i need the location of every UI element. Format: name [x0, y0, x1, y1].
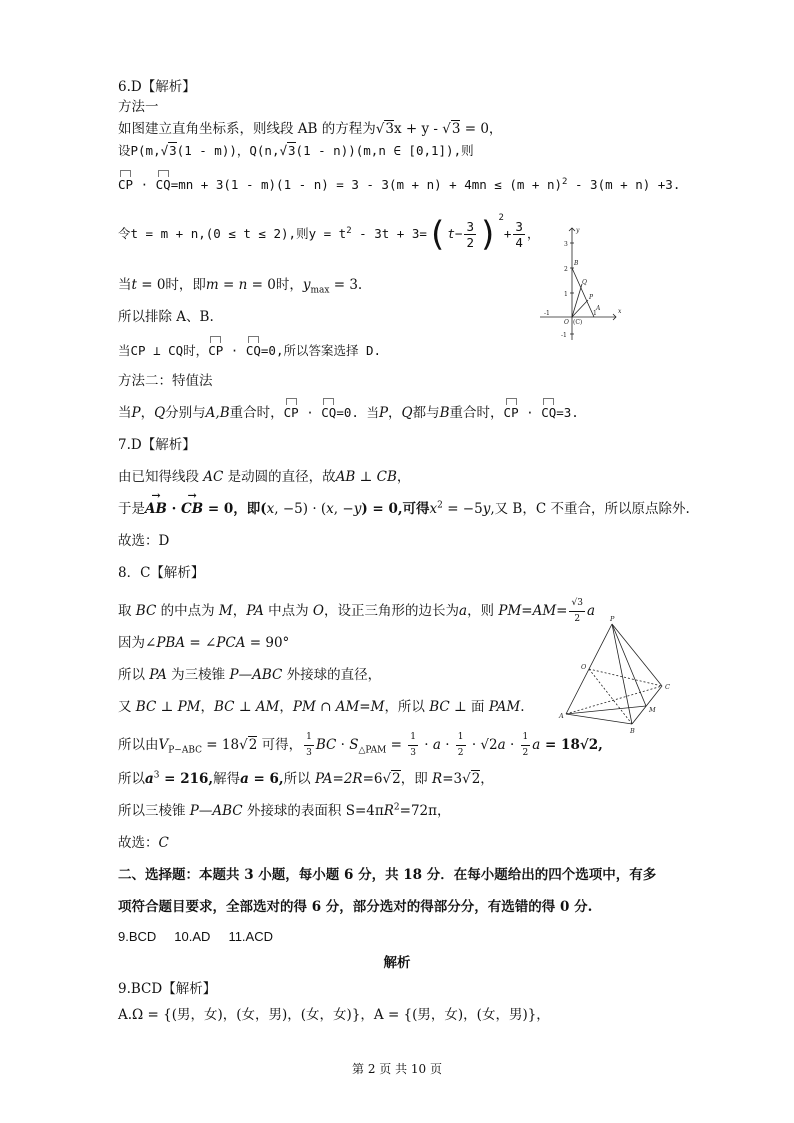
q6-max-value: 当t = 0时，即m = n = 0时，$y_{max} = 3$.	[118, 277, 363, 296]
q8-line-3: 所以 PA 为三棱锥 P—ABC 外接球的直径，	[118, 667, 382, 683]
point-p-label: P	[589, 294, 594, 301]
xtick-1: 1	[593, 310, 597, 317]
edge-pc	[612, 624, 662, 686]
vertex-p-label: P	[610, 615, 615, 623]
point-c-label: (C)	[573, 319, 583, 326]
section2-answers: 9.BCD 10.AD 11.ACD	[118, 929, 273, 944]
q6-method2-label: 方法二：特值法	[118, 373, 213, 389]
vertex-c-label: C	[665, 683, 670, 691]
edge-am	[566, 706, 646, 714]
edge-pm	[612, 624, 646, 706]
section2-instructions-1: 二、选择题：本题共 3 小题，每小题 6 分，共 18 分．在每小题给出的四个选项中，有多	[118, 867, 657, 883]
q8-line-7: 所以三棱锥 P—ABC 外接球的表面积 $S=4\pi R^2=72\pi$，	[118, 802, 451, 819]
q8-line-5: 所以由$V_{P-ABC} = 18√2$ 可得， $\frac{1}{3}$ BC · $S_{\triangle PAM}$ = $\frac{1}{3}$ · a · $\frac{1}{2}$ · √2a · $\frac{1}{2}$ a = 18√2,	[118, 732, 603, 758]
q6-substitution: 令t = m + n,(0 ≤ t ≤ 2),则$y = t^2 - 3t + 3=(t-$ $\frac{3}{2}$ )$^2$+ $\frac{3}{4}$ ，	[118, 213, 540, 255]
q7-heading: 7.D【解析】	[118, 437, 196, 453]
tick-3: 3	[564, 241, 568, 248]
q8-answer: 故选：C	[118, 835, 169, 851]
q8-line-6: 所以$a^3 = 216$,解得a = 6,所以 PA=2R=6√2，即 R=3√2，	[118, 770, 494, 787]
vertex-b-label: B	[630, 727, 635, 735]
q6-heading: 6.D【解析】	[118, 79, 196, 95]
point-a-label: A	[596, 305, 601, 312]
q7-answer: 故选：D	[118, 533, 170, 549]
vertex-a-label: A	[559, 712, 564, 720]
pyramid-figure	[556, 614, 680, 736]
q7-line-1: 由已知得线段 AC 是动圆的直径，故AB ⊥ CB，	[118, 469, 411, 485]
tick-1: 1	[564, 291, 568, 298]
q9-heading: 9.BCD【解析】	[118, 981, 217, 997]
segment-ab	[572, 268, 594, 317]
q6-method1-label: 方法一	[118, 99, 159, 115]
q9-line-1: A.Ω = {(男，女)，(女，男)，(女，女)}，A = {(男，女)，(女，男)}，	[118, 1007, 550, 1023]
section2-instructions-2: 项符合题目要求，全部选对的得 6 分，部分选对的得部分分，有选错的得 0 分.	[118, 899, 593, 915]
tick-minus1: -1	[561, 332, 567, 339]
section2-analysis-title: 解析	[383, 955, 411, 971]
q8-line-4: 又 BC ⊥ PM，BC ⊥ AM，PM ∩ AM=M，所以 BC ⊥ 面 PAM.	[118, 699, 525, 715]
edge-ab	[566, 714, 632, 724]
edge-bc	[632, 686, 662, 724]
q6-set-points: 设P(m,√3(1 - m))，Q(n,√3(1 - n))(m,n ∈ [0,1]),则	[118, 143, 474, 158]
q8-heading: 8．C【解析】	[118, 565, 205, 581]
q6-line-equation: 如图建立直角坐标系，则线段 AB 的方程为√3x + y - √3 = 0，	[118, 121, 503, 137]
xtick-minus1: -1	[544, 310, 550, 317]
page-footer: 第 2 页 共 10 页	[352, 1062, 442, 1076]
x-axis-label: x	[618, 308, 622, 315]
edge-oc	[589, 669, 662, 686]
point-b-label: B	[574, 260, 579, 267]
q6-perpendicular: 当CP ⊥ CQ时，CP · CQ=0,所以答案选择 D.	[118, 343, 382, 358]
point-o-label: O	[581, 663, 587, 671]
q6-dot-product: CP · $CQ=mn + 3(1 - m)(1 - n) = 3 - 3(m + n) + 4mn \le (m + n)^2 - 3(m + n) +3$.	[118, 176, 681, 192]
q8-line-2: 因为∠PBA = ∠PCA = 90°	[118, 635, 290, 651]
q6-special-values: 当P，Q分别与A,B重合时，CP · CQ=0. 当P，Q都与B重合时，CP · CQ=3.	[118, 405, 579, 421]
tick-2: 2	[564, 266, 568, 273]
q6-exclude: 所以排除 A、B.	[118, 309, 214, 325]
origin-label: O	[564, 319, 569, 326]
y-axis-label: y	[576, 227, 580, 234]
point-q-label: Q	[582, 279, 587, 286]
point-m-label: M	[649, 706, 656, 714]
coordinate-figure	[536, 222, 626, 344]
edge-ac	[566, 686, 662, 714]
q7-line-2: 于是→ AB · → CB = 0，即(x, −5) · (x, −y) = 0,可得$x^2 = -5y$,又 B，C 不重合，所以原点除外.	[118, 500, 690, 518]
q8-line-1: 取 BC 的中点为 M，PA 中点为 O，设正三角形的边长为a，则 PM=AM= $\frac{√3}{2}$ a	[118, 598, 595, 624]
